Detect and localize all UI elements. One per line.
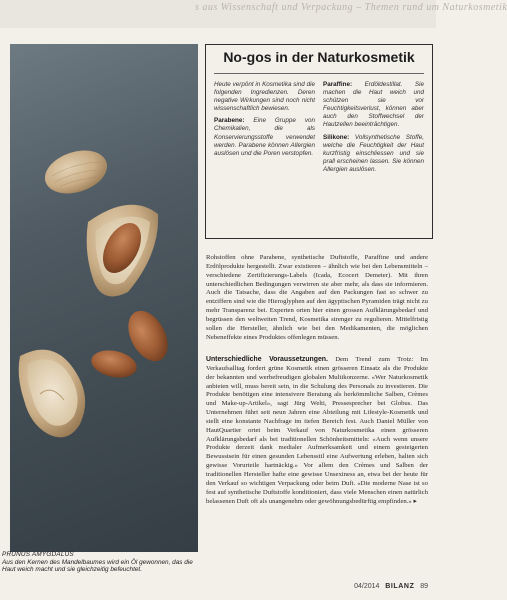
almonds-illustration (10, 44, 198, 552)
header-strip (0, 0, 507, 28)
page-footer (354, 582, 428, 590)
sidebar-item-text: Eine Gruppe von Chemikalien, die als Konservierungsstoffe verwendet werden. Parabene können Allergien auslösen und die Poren verstopfen. (214, 117, 315, 157)
sidebar-intro: Heute verpönt in Kosmetika sind die folgenden Ingredienzen. Deren negative Wirkungen sind noch nicht wissenschaftlich bewiesen. (214, 81, 315, 113)
sidebar-title: No-gos in der Naturkosmetik (223, 49, 415, 65)
article-subheading: Unterschiedliche Voraussetzungen. (206, 356, 328, 363)
sidebar-column-right (323, 81, 424, 178)
article-body-2 (206, 356, 428, 506)
article-body-1 (206, 254, 428, 342)
article-paragraph (206, 356, 428, 506)
sidebar-item-term: Parabene: (214, 117, 245, 125)
sidebar-item-text: Vollsynthetische Stoffe, welche die Feuchtigkeit der Haut kurzfristig einschliessen und sie prall erscheinen lassen. Sie können Allergien auslösen. (323, 133, 424, 173)
article-paragraph: Rohstoffen ohne Parabene, synthetische Duftstoffe, Paraffine und andere Erdölprodukte hergestellt. Zwar existieren – ähnlich wie bei den Lebensmitteln – verschiedene Zertifizierungs-Labels (Icada, Ecocert Demeter). Mit ihren unterschiedlichen Bedingungen verwirren sie aber mehr, als dass sie informieren. Auch die Tatsache, dass die Angaben auf den Packungen fast so schwer zu entziffern sind wie die Hieroglyphen auf den ägyptischen Pyramiden trägt nicht zu mehr Transparenz bei. Experten orten hier einen grossen Aufklärungsbedarf und begrüssen den weltweiten Trend, Kosmetika strenger zu regulieren. Mittelfristig sollen die Hersteller, ähnlich wie bei den Medikamenten, die möglichen Nebeneffekte eines Produktes offenlegen müssen. (206, 254, 428, 341)
sidebar-item-text: Erdöldestillat. Sie machen die Haut weich und schützen sie vor Feuchtigkeitsverlust, können aber auch den Stoffwechsel der Hautzellen beeinträchtigen. (323, 81, 424, 129)
magazine-logo: BILANZ (385, 583, 415, 590)
header-strip-text: s aus Wissenschaft und Verpackung – Themen rund um Naturkosmetik (195, 2, 507, 13)
sidebar-column-left (214, 81, 315, 162)
issue-number: 04/2014 (354, 583, 380, 590)
sidebar-item (214, 117, 315, 157)
sidebar-item (323, 134, 424, 174)
photo-caption (2, 551, 198, 574)
page-number: 89 (420, 583, 428, 590)
sidebar-item-term: Silikone: (323, 133, 350, 141)
sidebar-item-term: Paraffine: (323, 81, 353, 88)
article-paragraph-text: Dem Trend zum Trotz: Im Verkaufsalltag fordert grüne Kosmetik einen grösseren Einsatz als die Produkte der bekannten und werbefreudigen globalen Multikonzerne. «Wer Naturkosmetik anbieten will, muss bereit sein, in die Schulung des Personals zu investieren. Die Produkte benötigen eine intensivere Beratung als herkömmliche Salben, Crèmes und Make-up-Artikel», sagt Jürg Welti, Pressesprecher bei Globus. Das Unternehmen führt seit neun Jahren eine Abteilung mit Lifestyle-Kosmetik und stellt eine konstante Nachfrage im tiefen Bereich fest. Auch Daniel Müller von HautQuartier ortet beim Verkauf von Naturkosmetika einen grösseren Aufklärungsbedarf als bei traditionellen Schönheitsmitteln: «Auch wenn unsere Produkte derzeit dank medialer Aufmerksamkeit und einem gesteigerten Bewusstsein für einen gesunden Lebensstil eine Aufwertung erleben, halten sich gewisse Vorurteile hartnäckig.» Vor allem den Crèmes und Salben der traditionellen Hersteller hafte eine gewisse Unsexiness an, etwa bei der heute für den Verkauf so wichtigen Verpackung oder beim Duft. «Die moderne Nase ist so fest auf synthetische Duftstoffe konditioniert, dass viele Menschen einen natürlich belassenen Duft oft als unangenehm oder gewöhnungsbedürftig empfinden.» ▸ (206, 356, 428, 505)
sidebar-item (323, 81, 424, 130)
almond-photo (10, 44, 198, 552)
caption-text: Aus den Kernen des Mandelbaumes wird ein Öl gewonnen, das die Haut weich macht und sie gleichzeitig befeuchtet. (2, 558, 193, 574)
caption-heading: PRUNUS AMYGDALUS (2, 551, 74, 558)
sidebar-divider (214, 73, 424, 74)
sidebar-box (205, 44, 433, 239)
